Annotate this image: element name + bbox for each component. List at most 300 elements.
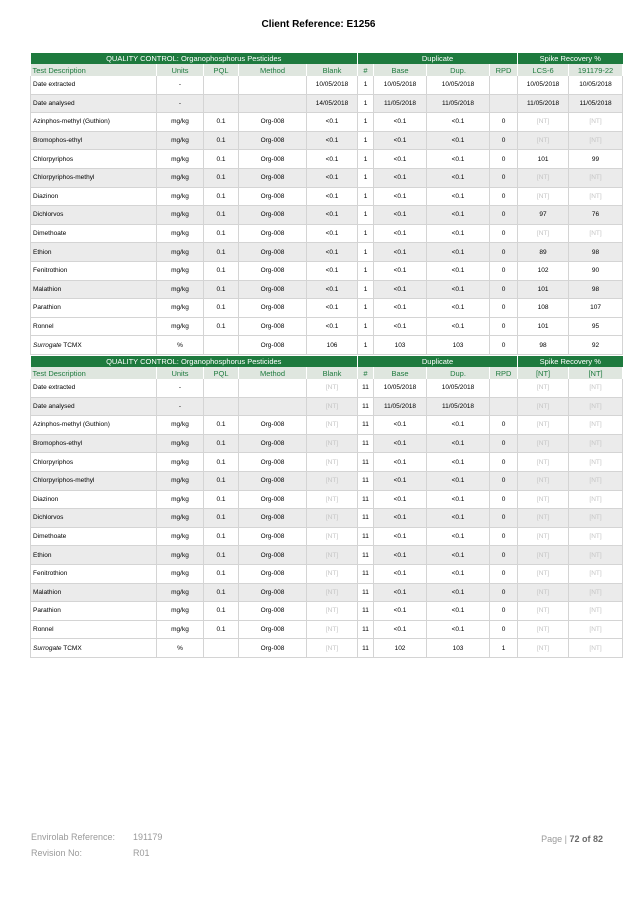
base-cell: 11/05/2018 <box>374 94 427 113</box>
spike-2-cell: 95 <box>569 317 623 336</box>
spike-1-cell: 108 <box>518 299 569 318</box>
table-row <box>31 317 623 336</box>
method-cell: Org-008 <box>239 490 307 509</box>
table-row <box>31 261 623 280</box>
units-cell: mg/kg <box>157 490 204 509</box>
spike-1-cell: [NT] <box>518 453 569 472</box>
spike-1-cell: 98 <box>518 336 569 355</box>
test-description-cell: Parathion <box>31 299 157 318</box>
spike-1-cell: 101 <box>518 150 569 169</box>
spike-2-cell: 10/05/2018 <box>569 76 623 94</box>
spike-2-cell: 90 <box>569 261 623 280</box>
base-cell: <0.1 <box>374 620 427 639</box>
table-row <box>31 564 623 583</box>
surrogate-label: Surrogate <box>33 341 62 349</box>
pql-cell: 0.1 <box>204 620 239 639</box>
blank-cell: <0.1 <box>307 317 358 336</box>
pql-cell: 0.1 <box>204 416 239 435</box>
page-title: Client Reference: E1256 <box>261 19 376 30</box>
units-cell: mg/kg <box>157 168 204 187</box>
spike-2-cell: [NT] <box>569 131 623 150</box>
method-cell: Org-008 <box>239 280 307 299</box>
rpd-cell: 0 <box>490 206 518 225</box>
pql-cell: 0.1 <box>204 243 239 262</box>
spike-2-cell: 98 <box>569 280 623 299</box>
page-prefix: Page | <box>541 834 567 844</box>
table-row <box>31 509 623 528</box>
method-cell: Org-008 <box>239 243 307 262</box>
base-cell: <0.1 <box>374 564 427 583</box>
method-cell: Org-008 <box>239 509 307 528</box>
spike-2-cell: [NT] <box>569 168 623 187</box>
test-description-cell: Fenitrothion <box>31 564 157 583</box>
spike-1-cell: [NT] <box>518 187 569 206</box>
test-description-cell: Ronnel <box>31 620 157 639</box>
spike-2-cell: [NT] <box>569 583 623 602</box>
pql-cell: 0.1 <box>204 564 239 583</box>
test-description-cell: Diazinon <box>31 490 157 509</box>
test-description-cell: Ethion <box>31 546 157 565</box>
units-cell: mg/kg <box>157 471 204 490</box>
method-cell: Org-008 <box>239 168 307 187</box>
dup-cell: <0.1 <box>427 490 490 509</box>
sample-number-cell: 11 <box>358 546 374 565</box>
rpd-cell: 0 <box>490 187 518 206</box>
base-cell: 10/05/2018 <box>374 379 427 397</box>
sample-number-cell: 11 <box>358 453 374 472</box>
base-cell: <0.1 <box>374 299 427 318</box>
rpd-cell: 0 <box>490 490 518 509</box>
rpd-cell: 0 <box>490 113 518 132</box>
rpd-cell: 0 <box>490 416 518 435</box>
spike-2-cell: [NT] <box>569 639 623 658</box>
blank-cell: 106 <box>307 336 358 355</box>
spike-2-cell: [NT] <box>569 471 623 490</box>
base-cell: <0.1 <box>374 224 427 243</box>
pql-cell <box>204 76 239 94</box>
column-header: Units <box>157 367 204 379</box>
pql-cell: 0.1 <box>204 602 239 621</box>
test-description-cell: Dimethoate <box>31 224 157 243</box>
test-description-cell: Azinphos-methyl (Guthion) <box>31 416 157 435</box>
column-header-row <box>31 64 623 76</box>
table-row <box>31 602 623 621</box>
method-cell: Org-008 <box>239 434 307 453</box>
units-cell: mg/kg <box>157 113 204 132</box>
column-header: Blank <box>307 64 358 76</box>
test-description-cell: Malathion <box>31 280 157 299</box>
revision-label: Revision No: <box>31 848 83 858</box>
group-header-row <box>31 356 623 367</box>
blank-cell: [NT] <box>307 564 358 583</box>
method-cell: Org-008 <box>239 453 307 472</box>
rpd-cell: 0 <box>490 564 518 583</box>
blank-cell: <0.1 <box>307 280 358 299</box>
table-row <box>31 224 623 243</box>
pql-cell <box>204 639 239 658</box>
pql-cell: 0.1 <box>204 471 239 490</box>
table-row <box>31 94 623 113</box>
base-cell: 10/05/2018 <box>374 76 427 94</box>
spike-1-cell: 101 <box>518 317 569 336</box>
dup-cell: <0.1 <box>427 206 490 225</box>
blank-cell: <0.1 <box>307 187 358 206</box>
method-cell <box>239 379 307 397</box>
spike-2-cell: [NT] <box>569 620 623 639</box>
base-cell: <0.1 <box>374 434 427 453</box>
rpd-cell: 0 <box>490 602 518 621</box>
test-description-cell: Surrogate TCMX <box>31 639 157 658</box>
spike-1-cell: 10/05/2018 <box>518 76 569 94</box>
column-header: Units <box>157 64 204 76</box>
sample-number-cell: 11 <box>358 471 374 490</box>
column-header: Test Description <box>31 367 157 379</box>
units-cell: mg/kg <box>157 224 204 243</box>
spike-1-cell: [NT] <box>518 471 569 490</box>
spike-2-cell: [NT] <box>569 397 623 416</box>
test-description-cell: Date extracted <box>31 379 157 397</box>
blank-cell: <0.1 <box>307 131 358 150</box>
units-cell: mg/kg <box>157 243 204 262</box>
base-cell: <0.1 <box>374 131 427 150</box>
pql-cell: 0.1 <box>204 527 239 546</box>
table-row <box>31 336 623 355</box>
pql-cell: 0.1 <box>204 168 239 187</box>
blank-cell: [NT] <box>307 416 358 435</box>
spike-1-cell: [NT] <box>518 113 569 132</box>
blank-cell: <0.1 <box>307 224 358 243</box>
dup-cell: 10/05/2018 <box>427 379 490 397</box>
spike-2-cell: 98 <box>569 243 623 262</box>
dup-cell: <0.1 <box>427 131 490 150</box>
blank-cell: [NT] <box>307 509 358 528</box>
group-header: Duplicate <box>358 53 518 64</box>
dup-cell: 103 <box>427 336 490 355</box>
blank-cell: [NT] <box>307 453 358 472</box>
method-cell: Org-008 <box>239 187 307 206</box>
test-description-cell: Bromophos-ethyl <box>31 131 157 150</box>
surrogate-label: Surrogate <box>33 644 62 652</box>
rpd-cell: 0 <box>490 168 518 187</box>
spike-2-cell: [NT] <box>569 453 623 472</box>
rpd-cell: 0 <box>490 150 518 169</box>
blank-cell: <0.1 <box>307 261 358 280</box>
sample-number-cell: 11 <box>358 490 374 509</box>
spike-1-cell: [NT] <box>518 527 569 546</box>
sample-number-cell: 1 <box>358 299 374 318</box>
rpd-cell: 0 <box>490 280 518 299</box>
sample-number-cell: 1 <box>358 206 374 225</box>
units-cell: mg/kg <box>157 583 204 602</box>
sample-number-cell: 1 <box>358 94 374 113</box>
test-description-cell: Chlorpyriphos-methyl <box>31 168 157 187</box>
blank-cell: [NT] <box>307 546 358 565</box>
units-cell: mg/kg <box>157 150 204 169</box>
dup-cell: <0.1 <box>427 527 490 546</box>
method-cell <box>239 397 307 416</box>
page-number <box>541 834 603 844</box>
test-description-cell: Diazinon <box>31 187 157 206</box>
spike-1-cell: [NT] <box>518 639 569 658</box>
column-header: Method <box>239 367 307 379</box>
units-cell: % <box>157 639 204 658</box>
spike-1-cell: 89 <box>518 243 569 262</box>
sample-number-cell: 1 <box>358 261 374 280</box>
table-row <box>31 168 623 187</box>
rpd-cell: 0 <box>490 434 518 453</box>
sample-number-cell: 11 <box>358 639 374 658</box>
table-row <box>31 280 623 299</box>
test-description-cell: Date analysed <box>31 94 157 113</box>
column-header: # <box>358 367 374 379</box>
test-description-cell: Fenitrothion <box>31 261 157 280</box>
blank-cell: 14/05/2018 <box>307 94 358 113</box>
group-header-row <box>31 53 623 64</box>
column-header: 191179-22 <box>569 64 623 76</box>
blank-cell: [NT] <box>307 639 358 658</box>
column-header: Base <box>374 367 427 379</box>
spike-2-cell: [NT] <box>569 564 623 583</box>
test-description-cell: Date analysed <box>31 397 157 416</box>
units-cell: mg/kg <box>157 620 204 639</box>
dup-cell: <0.1 <box>427 317 490 336</box>
test-description-cell: Dichlorvos <box>31 509 157 528</box>
column-header-row <box>31 367 623 379</box>
method-cell: Org-008 <box>239 206 307 225</box>
spike-1-cell: 11/05/2018 <box>518 94 569 113</box>
base-cell: <0.1 <box>374 280 427 299</box>
dup-cell: <0.1 <box>427 187 490 206</box>
base-cell: <0.1 <box>374 187 427 206</box>
spike-1-cell: [NT] <box>518 168 569 187</box>
column-header: PQL <box>204 64 239 76</box>
blank-cell: <0.1 <box>307 113 358 132</box>
spike-1-cell: [NT] <box>518 224 569 243</box>
spike-2-cell: [NT] <box>569 113 623 132</box>
group-header: QUALITY CONTROL: Organophosphorus Pesticides <box>31 53 358 64</box>
qc-table <box>30 53 623 355</box>
pql-cell: 0.1 <box>204 261 239 280</box>
rpd-cell: 0 <box>490 243 518 262</box>
column-header: RPD <box>490 64 518 76</box>
column-header: Method <box>239 64 307 76</box>
table-row <box>31 206 623 225</box>
column-header: [NT] <box>518 367 569 379</box>
units-cell: mg/kg <box>157 564 204 583</box>
dup-cell: <0.1 <box>427 280 490 299</box>
pql-cell: 0.1 <box>204 299 239 318</box>
column-header: PQL <box>204 367 239 379</box>
dup-cell: <0.1 <box>427 150 490 169</box>
group-header: Spike Recovery % <box>518 53 623 64</box>
spike-2-cell: [NT] <box>569 416 623 435</box>
base-cell: <0.1 <box>374 453 427 472</box>
test-description-cell: Dimethoate <box>31 527 157 546</box>
pql-cell: 0.1 <box>204 546 239 565</box>
table-row <box>31 546 623 565</box>
spike-2-cell: [NT] <box>569 490 623 509</box>
pql-cell: 0.1 <box>204 150 239 169</box>
units-cell: - <box>157 379 204 397</box>
spike-1-cell: [NT] <box>518 509 569 528</box>
method-cell: Org-008 <box>239 583 307 602</box>
base-cell: 11/05/2018 <box>374 397 427 416</box>
sample-number-cell: 1 <box>358 131 374 150</box>
pql-cell: 0.1 <box>204 583 239 602</box>
dup-cell: <0.1 <box>427 564 490 583</box>
test-description-cell: Bromophos-ethyl <box>31 434 157 453</box>
spike-1-cell: [NT] <box>518 434 569 453</box>
units-cell: mg/kg <box>157 416 204 435</box>
blank-cell: <0.1 <box>307 206 358 225</box>
method-cell: Org-008 <box>239 317 307 336</box>
blank-cell: <0.1 <box>307 150 358 169</box>
sample-number-cell: 11 <box>358 527 374 546</box>
qc-table <box>30 356 623 658</box>
spike-2-cell: [NT] <box>569 509 623 528</box>
base-cell: <0.1 <box>374 509 427 528</box>
revision-value: R01 <box>133 848 150 858</box>
dup-cell: <0.1 <box>427 261 490 280</box>
rpd-cell: 0 <box>490 546 518 565</box>
column-header: Blank <box>307 367 358 379</box>
sample-number-cell: 1 <box>358 150 374 169</box>
dup-cell: 11/05/2018 <box>427 94 490 113</box>
units-cell: mg/kg <box>157 317 204 336</box>
method-cell <box>239 76 307 94</box>
spike-1-cell: [NT] <box>518 416 569 435</box>
column-header: LCS-6 <box>518 64 569 76</box>
group-header: Spike Recovery % <box>518 356 623 367</box>
pql-cell: 0.1 <box>204 317 239 336</box>
pql-cell: 0.1 <box>204 187 239 206</box>
spike-2-cell: [NT] <box>569 379 623 397</box>
spike-2-cell: 107 <box>569 299 623 318</box>
method-cell: Org-008 <box>239 150 307 169</box>
group-header: QUALITY CONTROL: Organophosphorus Pesticides <box>31 356 358 367</box>
base-cell: <0.1 <box>374 243 427 262</box>
sample-number-cell: 11 <box>358 602 374 621</box>
base-cell: <0.1 <box>374 602 427 621</box>
table-row <box>31 131 623 150</box>
rpd-cell <box>490 397 518 416</box>
table-row <box>31 76 623 94</box>
blank-cell: [NT] <box>307 397 358 416</box>
method-cell: Org-008 <box>239 620 307 639</box>
column-header: [NT] <box>569 367 623 379</box>
method-cell: Org-008 <box>239 299 307 318</box>
spike-1-cell: [NT] <box>518 379 569 397</box>
dup-cell: <0.1 <box>427 583 490 602</box>
method-cell: Org-008 <box>239 527 307 546</box>
rpd-cell: 0 <box>490 453 518 472</box>
units-cell: mg/kg <box>157 434 204 453</box>
base-cell: <0.1 <box>374 317 427 336</box>
table-row <box>31 527 623 546</box>
sample-number-cell: 1 <box>358 187 374 206</box>
blank-cell: <0.1 <box>307 168 358 187</box>
dup-cell: <0.1 <box>427 113 490 132</box>
rpd-cell: 0 <box>490 317 518 336</box>
pql-cell: 0.1 <box>204 280 239 299</box>
sample-number-cell: 11 <box>358 564 374 583</box>
spike-2-cell: 11/05/2018 <box>569 94 623 113</box>
rpd-cell <box>490 379 518 397</box>
blank-cell: [NT] <box>307 620 358 639</box>
pql-cell: 0.1 <box>204 490 239 509</box>
pql-cell: 0.1 <box>204 509 239 528</box>
method-cell: Org-008 <box>239 261 307 280</box>
blank-cell: [NT] <box>307 602 358 621</box>
dup-cell: <0.1 <box>427 620 490 639</box>
units-cell: mg/kg <box>157 602 204 621</box>
table-row <box>31 243 623 262</box>
table-row <box>31 490 623 509</box>
column-header: Test Description <box>31 64 157 76</box>
base-cell: <0.1 <box>374 416 427 435</box>
pql-cell: 0.1 <box>204 206 239 225</box>
dup-cell: <0.1 <box>427 299 490 318</box>
spike-2-cell: 76 <box>569 206 623 225</box>
spike-1-cell: 102 <box>518 261 569 280</box>
rpd-cell: 0 <box>490 620 518 639</box>
method-cell: Org-008 <box>239 416 307 435</box>
sample-number-cell: 11 <box>358 379 374 397</box>
base-cell: <0.1 <box>374 546 427 565</box>
dup-cell: 11/05/2018 <box>427 397 490 416</box>
units-cell: mg/kg <box>157 261 204 280</box>
units-cell: mg/kg <box>157 453 204 472</box>
spike-2-cell: [NT] <box>569 602 623 621</box>
test-description-cell: Dichlorvos <box>31 206 157 225</box>
rpd-cell <box>490 94 518 113</box>
units-cell: mg/kg <box>157 280 204 299</box>
dup-cell: <0.1 <box>427 509 490 528</box>
sample-number-cell: 11 <box>358 397 374 416</box>
dup-cell: 10/05/2018 <box>427 76 490 94</box>
blank-cell: <0.1 <box>307 243 358 262</box>
units-cell: mg/kg <box>157 527 204 546</box>
spike-1-cell: [NT] <box>518 564 569 583</box>
sample-number-cell: 1 <box>358 113 374 132</box>
method-cell: Org-008 <box>239 131 307 150</box>
method-cell: Org-008 <box>239 639 307 658</box>
method-cell: Org-008 <box>239 336 307 355</box>
test-description-cell: Chlorpyriphos <box>31 453 157 472</box>
base-cell: 103 <box>374 336 427 355</box>
units-cell: mg/kg <box>157 509 204 528</box>
pql-cell: 0.1 <box>204 131 239 150</box>
group-header: Duplicate <box>358 356 518 367</box>
test-description-cell: Parathion <box>31 602 157 621</box>
spike-1-cell: [NT] <box>518 620 569 639</box>
table-row <box>31 434 623 453</box>
table-row <box>31 620 623 639</box>
base-cell: <0.1 <box>374 206 427 225</box>
base-cell: <0.1 <box>374 583 427 602</box>
spike-1-cell: 97 <box>518 206 569 225</box>
spike-1-cell: 101 <box>518 280 569 299</box>
sample-number-cell: 1 <box>358 76 374 94</box>
base-cell: <0.1 <box>374 527 427 546</box>
rpd-cell: 0 <box>490 299 518 318</box>
base-cell: <0.1 <box>374 261 427 280</box>
sample-number-cell: 1 <box>358 280 374 299</box>
rpd-cell: 0 <box>490 336 518 355</box>
table-row <box>31 379 623 397</box>
pql-cell: 0.1 <box>204 113 239 132</box>
units-cell: - <box>157 397 204 416</box>
